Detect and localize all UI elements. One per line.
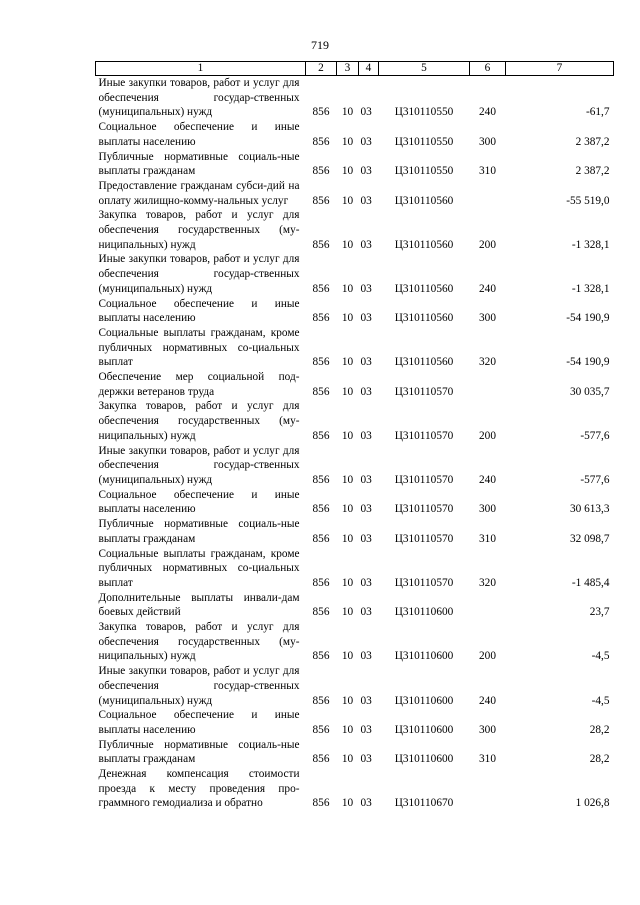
table-row	[96, 767, 614, 811]
row-pr-code: 03	[360, 650, 372, 663]
row-pr-code: 03	[360, 282, 372, 295]
row-vr-code: 200	[479, 650, 496, 663]
row-gr-code: 856	[312, 753, 330, 766]
row-sum: 23,7	[589, 606, 610, 619]
row-name: Социальное обеспечение и иные выплаты населению	[98, 297, 300, 325]
row-gr-code: 856	[312, 723, 330, 736]
row-vr-code: 240	[479, 694, 496, 707]
row-name: Социальные выплаты гражданам, кроме публичных нормативных со-циальных выплат	[98, 547, 300, 589]
row-vr-code: 200	[479, 429, 496, 442]
row-cs-code: Ц310110670	[394, 797, 454, 810]
row-rz-code: 10	[341, 238, 354, 251]
row-sum: 28,2	[589, 723, 610, 736]
row-sum: 2 387,2	[575, 165, 610, 178]
row-vr-code: 240	[479, 473, 496, 486]
row-gr-code: 856	[312, 606, 330, 619]
row-pr-code: 03	[360, 194, 372, 207]
row-pr-code: 03	[360, 356, 372, 369]
row-sum: 32 098,7	[569, 532, 610, 545]
row-gr-code: 856	[312, 694, 330, 707]
table-row	[96, 517, 614, 546]
row-name: Закупка товаров, работ и услуг для обеспечения государственных (му-ниципальных) нужд	[98, 400, 300, 442]
row-rz-code: 10	[341, 650, 354, 663]
row-rz-code: 10	[341, 429, 354, 442]
row-cs-code: Ц310110570	[394, 576, 454, 589]
row-gr-code: 856	[312, 429, 330, 442]
row-sum: 1 026,8	[575, 797, 610, 810]
row-pr-code: 03	[360, 606, 372, 619]
table-row	[96, 208, 614, 252]
row-gr-code: 856	[312, 165, 330, 178]
row-vr-code: 300	[479, 135, 496, 148]
row-cs-code: Ц310110560	[394, 356, 454, 369]
table-row	[96, 297, 614, 326]
row-rz-code: 10	[341, 503, 354, 516]
row-rz-code: 10	[341, 385, 354, 398]
row-rz-code: 10	[341, 532, 354, 545]
row-pr-code: 03	[360, 385, 372, 398]
header-col-4: 4	[359, 62, 379, 76]
row-sum: -4,5	[591, 694, 610, 707]
row-sum: -1 485,4	[571, 576, 610, 589]
row-vr-code: 300	[479, 503, 496, 516]
row-name: Социальное обеспечение и иные выплаты населению	[98, 709, 300, 736]
row-vr-code: 320	[479, 576, 496, 589]
row-rz-code: 10	[341, 312, 354, 325]
row-gr-code: 856	[312, 312, 330, 325]
row-gr-code: 856	[312, 532, 330, 545]
row-pr-code: 03	[360, 165, 372, 178]
table-row	[96, 664, 614, 708]
row-name: Иные закупки товаров, работ и услуг для обеспечения государ-ственных (муниципальных) нужд	[98, 665, 300, 707]
header-col-3: 3	[337, 62, 359, 76]
row-name: Денежная компенсация стоимости проезда к месту проведения про-граммного гемодиализа и обратно	[98, 768, 300, 810]
row-cs-code: Ц310110550	[394, 135, 454, 148]
row-sum: -1 328,1	[571, 238, 610, 251]
header-col-7: 7	[506, 62, 614, 76]
table-header-row	[96, 62, 614, 76]
row-name: Публичные нормативные социаль-ные выплаты гражданам	[98, 738, 300, 766]
row-name: Обеспечение мер социальной под-держки ветеранов труда	[98, 371, 300, 398]
table-row	[96, 738, 614, 767]
row-cs-code: Ц310110600	[394, 753, 454, 766]
row-gr-code: 856	[312, 385, 330, 398]
row-gr-code: 856	[312, 576, 330, 589]
row-gr-code: 856	[312, 106, 330, 119]
table-row	[96, 399, 614, 443]
row-pr-code: 03	[360, 238, 372, 251]
row-rz-code: 10	[341, 194, 354, 207]
row-name: Предоставление гражданам субси-дий на оплату жилищно-комму-нальных услуг	[98, 179, 300, 207]
row-rz-code: 10	[341, 473, 354, 486]
row-cs-code: Ц310110570	[394, 429, 454, 442]
row-pr-code: 03	[360, 135, 372, 148]
row-sum: -54 190,9	[566, 356, 610, 369]
row-cs-code: Ц310110600	[394, 650, 454, 663]
header-col-6: 6	[470, 62, 506, 76]
row-gr-code: 856	[312, 356, 330, 369]
row-vr-code	[470, 591, 506, 620]
row-cs-code: Ц310110600	[394, 694, 454, 707]
row-rz-code: 10	[341, 356, 354, 369]
row-rz-code: 10	[341, 797, 354, 810]
row-rz-code: 10	[341, 106, 354, 119]
row-rz-code: 10	[341, 694, 354, 707]
row-vr-code: 240	[479, 106, 496, 119]
row-gr-code: 856	[312, 503, 330, 516]
header-col-1: 1	[96, 62, 306, 76]
header-col-5: 5	[379, 62, 470, 76]
row-pr-code: 03	[360, 694, 372, 707]
row-gr-code: 856	[312, 135, 330, 148]
row-pr-code: 03	[360, 503, 372, 516]
row-vr-code: 240	[479, 282, 496, 295]
row-pr-code: 03	[360, 106, 372, 119]
row-cs-code: Ц310110570	[394, 385, 454, 398]
table-row	[96, 591, 614, 620]
row-vr-code: 310	[479, 165, 496, 178]
row-name: Социальное обеспечение и иные выплаты населению	[98, 121, 300, 148]
table-row	[96, 179, 614, 208]
row-sum: 2 387,2	[575, 135, 610, 148]
table-row	[96, 150, 614, 179]
row-gr-code: 856	[312, 797, 330, 810]
row-name: Иные закупки товаров, работ и услуг для обеспечения государ-ственных (муниципальных) нужд	[98, 77, 300, 119]
row-name: Социальное обеспечение и иные выплаты населению	[98, 488, 300, 516]
row-cs-code: Ц310110570	[394, 532, 454, 545]
row-sum: 30 613,3	[569, 503, 610, 516]
row-gr-code: 856	[312, 238, 330, 251]
row-sum: -55 519,0	[566, 194, 610, 207]
row-cs-code: Ц310110560	[394, 282, 454, 295]
table-row	[96, 620, 614, 664]
table-row	[96, 547, 614, 591]
row-rz-code: 10	[341, 753, 354, 766]
row-pr-code: 03	[360, 532, 372, 545]
table-row	[96, 370, 614, 399]
row-vr-code: 320	[479, 356, 496, 369]
row-cs-code: Ц310110600	[394, 723, 454, 736]
table-row	[96, 252, 614, 296]
row-pr-code: 03	[360, 576, 372, 589]
row-cs-code: Ц310110550	[394, 106, 454, 119]
budget-table	[95, 61, 614, 811]
row-name: Дополнительные выплаты инвали-дам боевых действий	[98, 591, 300, 619]
table-row	[96, 326, 614, 370]
row-rz-code: 10	[341, 576, 354, 589]
row-name: Закупка товаров, работ и услуг для обеспечения государственных (му-ниципальных) нужд	[98, 209, 300, 251]
row-cs-code: Ц310110550	[394, 165, 454, 178]
row-name: Иные закупки товаров, работ и услуг для обеспечения государ-ственных (муниципальных) нужд	[98, 444, 300, 486]
row-sum: -61,7	[585, 106, 610, 119]
table-row	[96, 76, 614, 121]
row-sum: -4,5	[591, 650, 610, 663]
row-pr-code: 03	[360, 473, 372, 486]
row-cs-code: Ц310110560	[394, 238, 454, 251]
row-sum: -54 190,9	[566, 312, 610, 325]
table-row	[96, 444, 614, 488]
row-vr-code	[470, 767, 506, 811]
row-sum: 30 035,7	[569, 385, 610, 398]
table-row	[96, 120, 614, 149]
row-name: Закупка товаров, работ и услуг для обеспечения государственных (му-ниципальных) нужд	[98, 621, 300, 663]
table-body	[96, 76, 614, 812]
row-sum: -1 328,1	[571, 282, 610, 295]
header-col-2: 2	[306, 62, 337, 76]
table-row	[96, 488, 614, 517]
row-gr-code: 856	[312, 194, 330, 207]
row-pr-code: 03	[360, 723, 372, 736]
page-number: 719	[311, 38, 329, 52]
row-pr-code: 03	[360, 753, 372, 766]
row-gr-code: 856	[312, 473, 330, 486]
row-rz-code: 10	[341, 165, 354, 178]
row-pr-code: 03	[360, 429, 372, 442]
table-row	[96, 708, 614, 737]
row-vr-code: 300	[479, 723, 496, 736]
row-rz-code: 10	[341, 135, 354, 148]
row-name: Иные закупки товаров, работ и услуг для обеспечения государ-ственных (муниципальных) нужд	[98, 253, 300, 295]
row-cs-code: Ц310110600	[394, 606, 454, 619]
row-cs-code: Ц310110570	[394, 503, 454, 516]
row-vr-code: 310	[479, 753, 496, 766]
row-gr-code: 856	[312, 282, 330, 295]
row-name: Публичные нормативные социаль-ные выплаты гражданам	[98, 518, 300, 545]
row-cs-code: Ц310110560	[394, 312, 454, 325]
row-sum: -577,6	[580, 429, 610, 442]
row-vr-code	[470, 370, 506, 399]
row-cs-code: Ц310110560	[394, 194, 454, 207]
row-rz-code: 10	[341, 606, 354, 619]
row-pr-code: 03	[360, 797, 372, 810]
row-rz-code: 10	[341, 282, 354, 295]
row-rz-code: 10	[341, 723, 354, 736]
row-vr-code: 300	[479, 312, 496, 325]
row-sum: -577,6	[580, 473, 610, 486]
row-vr-code	[470, 179, 506, 208]
row-sum: 28,2	[589, 753, 610, 766]
row-gr-code: 856	[312, 650, 330, 663]
row-pr-code: 03	[360, 312, 372, 325]
row-cs-code: Ц310110570	[394, 473, 454, 486]
row-name: Публичные нормативные социаль-ные выплаты гражданам	[98, 150, 300, 178]
row-name: Социальные выплаты гражданам, кроме публичных нормативных со-циальных выплат	[98, 326, 300, 369]
row-vr-code: 200	[479, 238, 496, 251]
row-vr-code: 310	[479, 532, 496, 545]
